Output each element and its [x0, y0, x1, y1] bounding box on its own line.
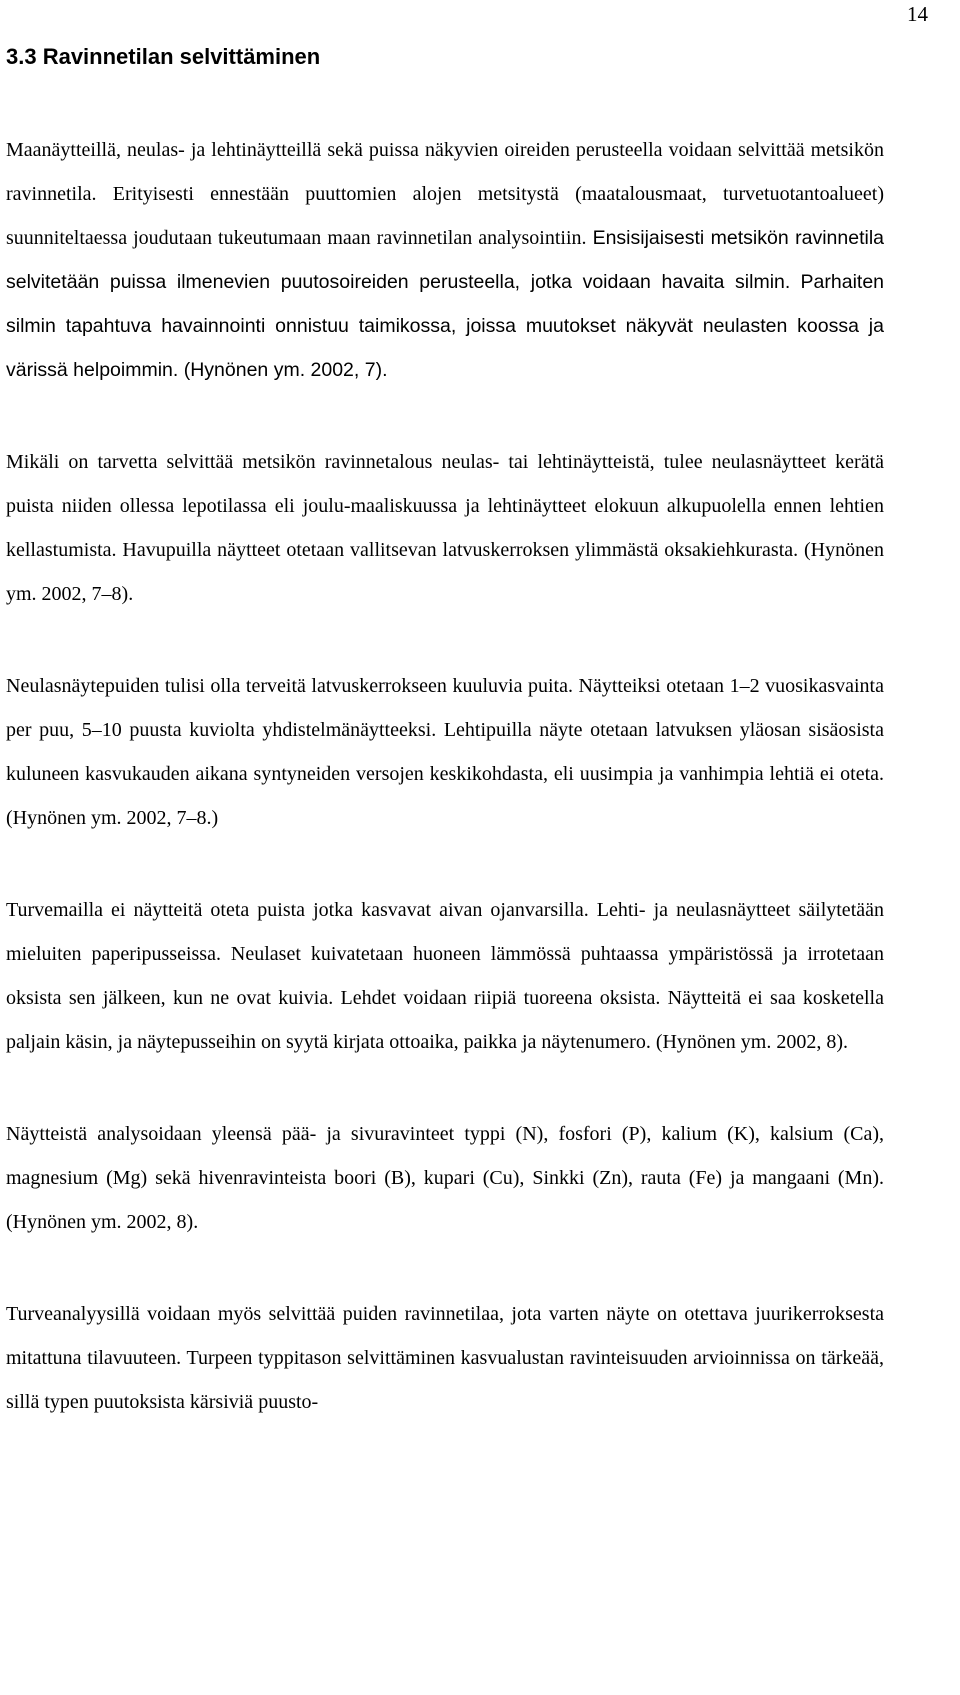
paragraph-5: Näytteistä analysoidaan yleensä pää- ja sivuravinteet typpi (N), fosfori (P), kalium (K), kalsium (Ca), magnesium (Mg) sekä hivenravinteista boori (B), kupari (Cu), Sinkki (Zn), rauta (Fe) ja mangaani (Mn). (Hynönen ym. 2002, 8).	[6, 1123, 884, 1233]
paragraph-3: Neulasnäytepuiden tulisi olla terveitä latvuskerrokseen kuuluvia puita. Näytteiksi otetaan 1–2 vuosikasvainta per puu, 5–10 puusta kuviolta yhdistelmänäytteeksi. Lehtipuilla näyte otetaan latvuksen yläosan sisäosista kuluneen kasvukauden aikana syntyneiden versojen keskikohdasta, eli uusimpia ja vanhimpia lehtiä ei oteta. (Hynönen ym. 2002, 7–8.)	[6, 675, 884, 829]
paragraph-1-sentence-2: Erityisesti ennestään puuttomien alojen metsitystä (maatalousmaat, turvetuotantoalueet) suunniteltaessa joudutaan tukeutumaan maan ravinnetilan analysointiin.	[6, 183, 885, 249]
page-number: 14	[907, 2, 928, 26]
paragraph-1	[6, 128, 884, 392]
paragraph-1-sentence-3: Ensisijaisesti metsikön ravinnetila selvitetään puissa ilmenevien puutosoireiden perusteella, jotka voidaan havaita silmin.	[6, 227, 885, 293]
paragraph-1-sentence-1: Maanäytteillä, neulas- ja lehtinäytteillä sekä puissa näkyvien oireiden perusteella voidaan selvittää metsikön ravinnetila.	[6, 139, 884, 205]
paragraph-2: Mikäli on tarvetta selvittää metsikön ravinnetalous neulas- tai lehtinäytteistä, tulee neulasnäytteet kerätä puista niiden ollessa lepotilassa eli joulu-maaliskuussa ja lehtinäytteet elokuun alkupuolella ennen lehtien kellastumista. Havupuilla näytteet otetaan vallitsevan latvuskerroksen ylimmästä oksakiehkurasta. (Hynönen ym. 2002, 7–8).	[6, 451, 884, 605]
section-heading: 3.3 Ravinnetilan selvittäminen	[6, 44, 321, 69]
paragraph-4: Turvemailla ei näytteitä oteta puista jotka kasvavat aivan ojanvarsilla. Lehti- ja neulasnäytteet säilytetään mieluiten paperipusseissa. Neulaset kuivatetaan huoneen lämmössä puhtaassa ympäristössä ja irrotetaan oksista sen jälkeen, kun ne ovat kuivia. Lehdet voidaan riipiä tuoreena oksista. Näytteitä ei saa kosketella paljain käsin, ja näytepusseihin on syytä kirjata ottoaika, paikka ja näytenumero. (Hynönen ym. 2002, 8).	[6, 899, 884, 1053]
paragraph-6: Turveanalyysillä voidaan myös selvittää puiden ravinnetilaa, jota varten näyte on otettava juurikerroksesta mitattuna tilavuuteen. Turpeen typpitason selvittäminen kasvualustan ravinteisuuden arvioinnissa on tärkeää, sillä typen puutoksista kärsiviä puusto-	[6, 1303, 884, 1413]
paragraph-1-sentence-4: Parhaiten silmin tapahtuva havainnointi onnistuu taimikossa, joissa muutokset näkyvät neulasten koossa ja värissä helpoimmin. (Hynönen ym. 2002, 7).	[6, 271, 885, 381]
document-body	[6, 128, 884, 1472]
